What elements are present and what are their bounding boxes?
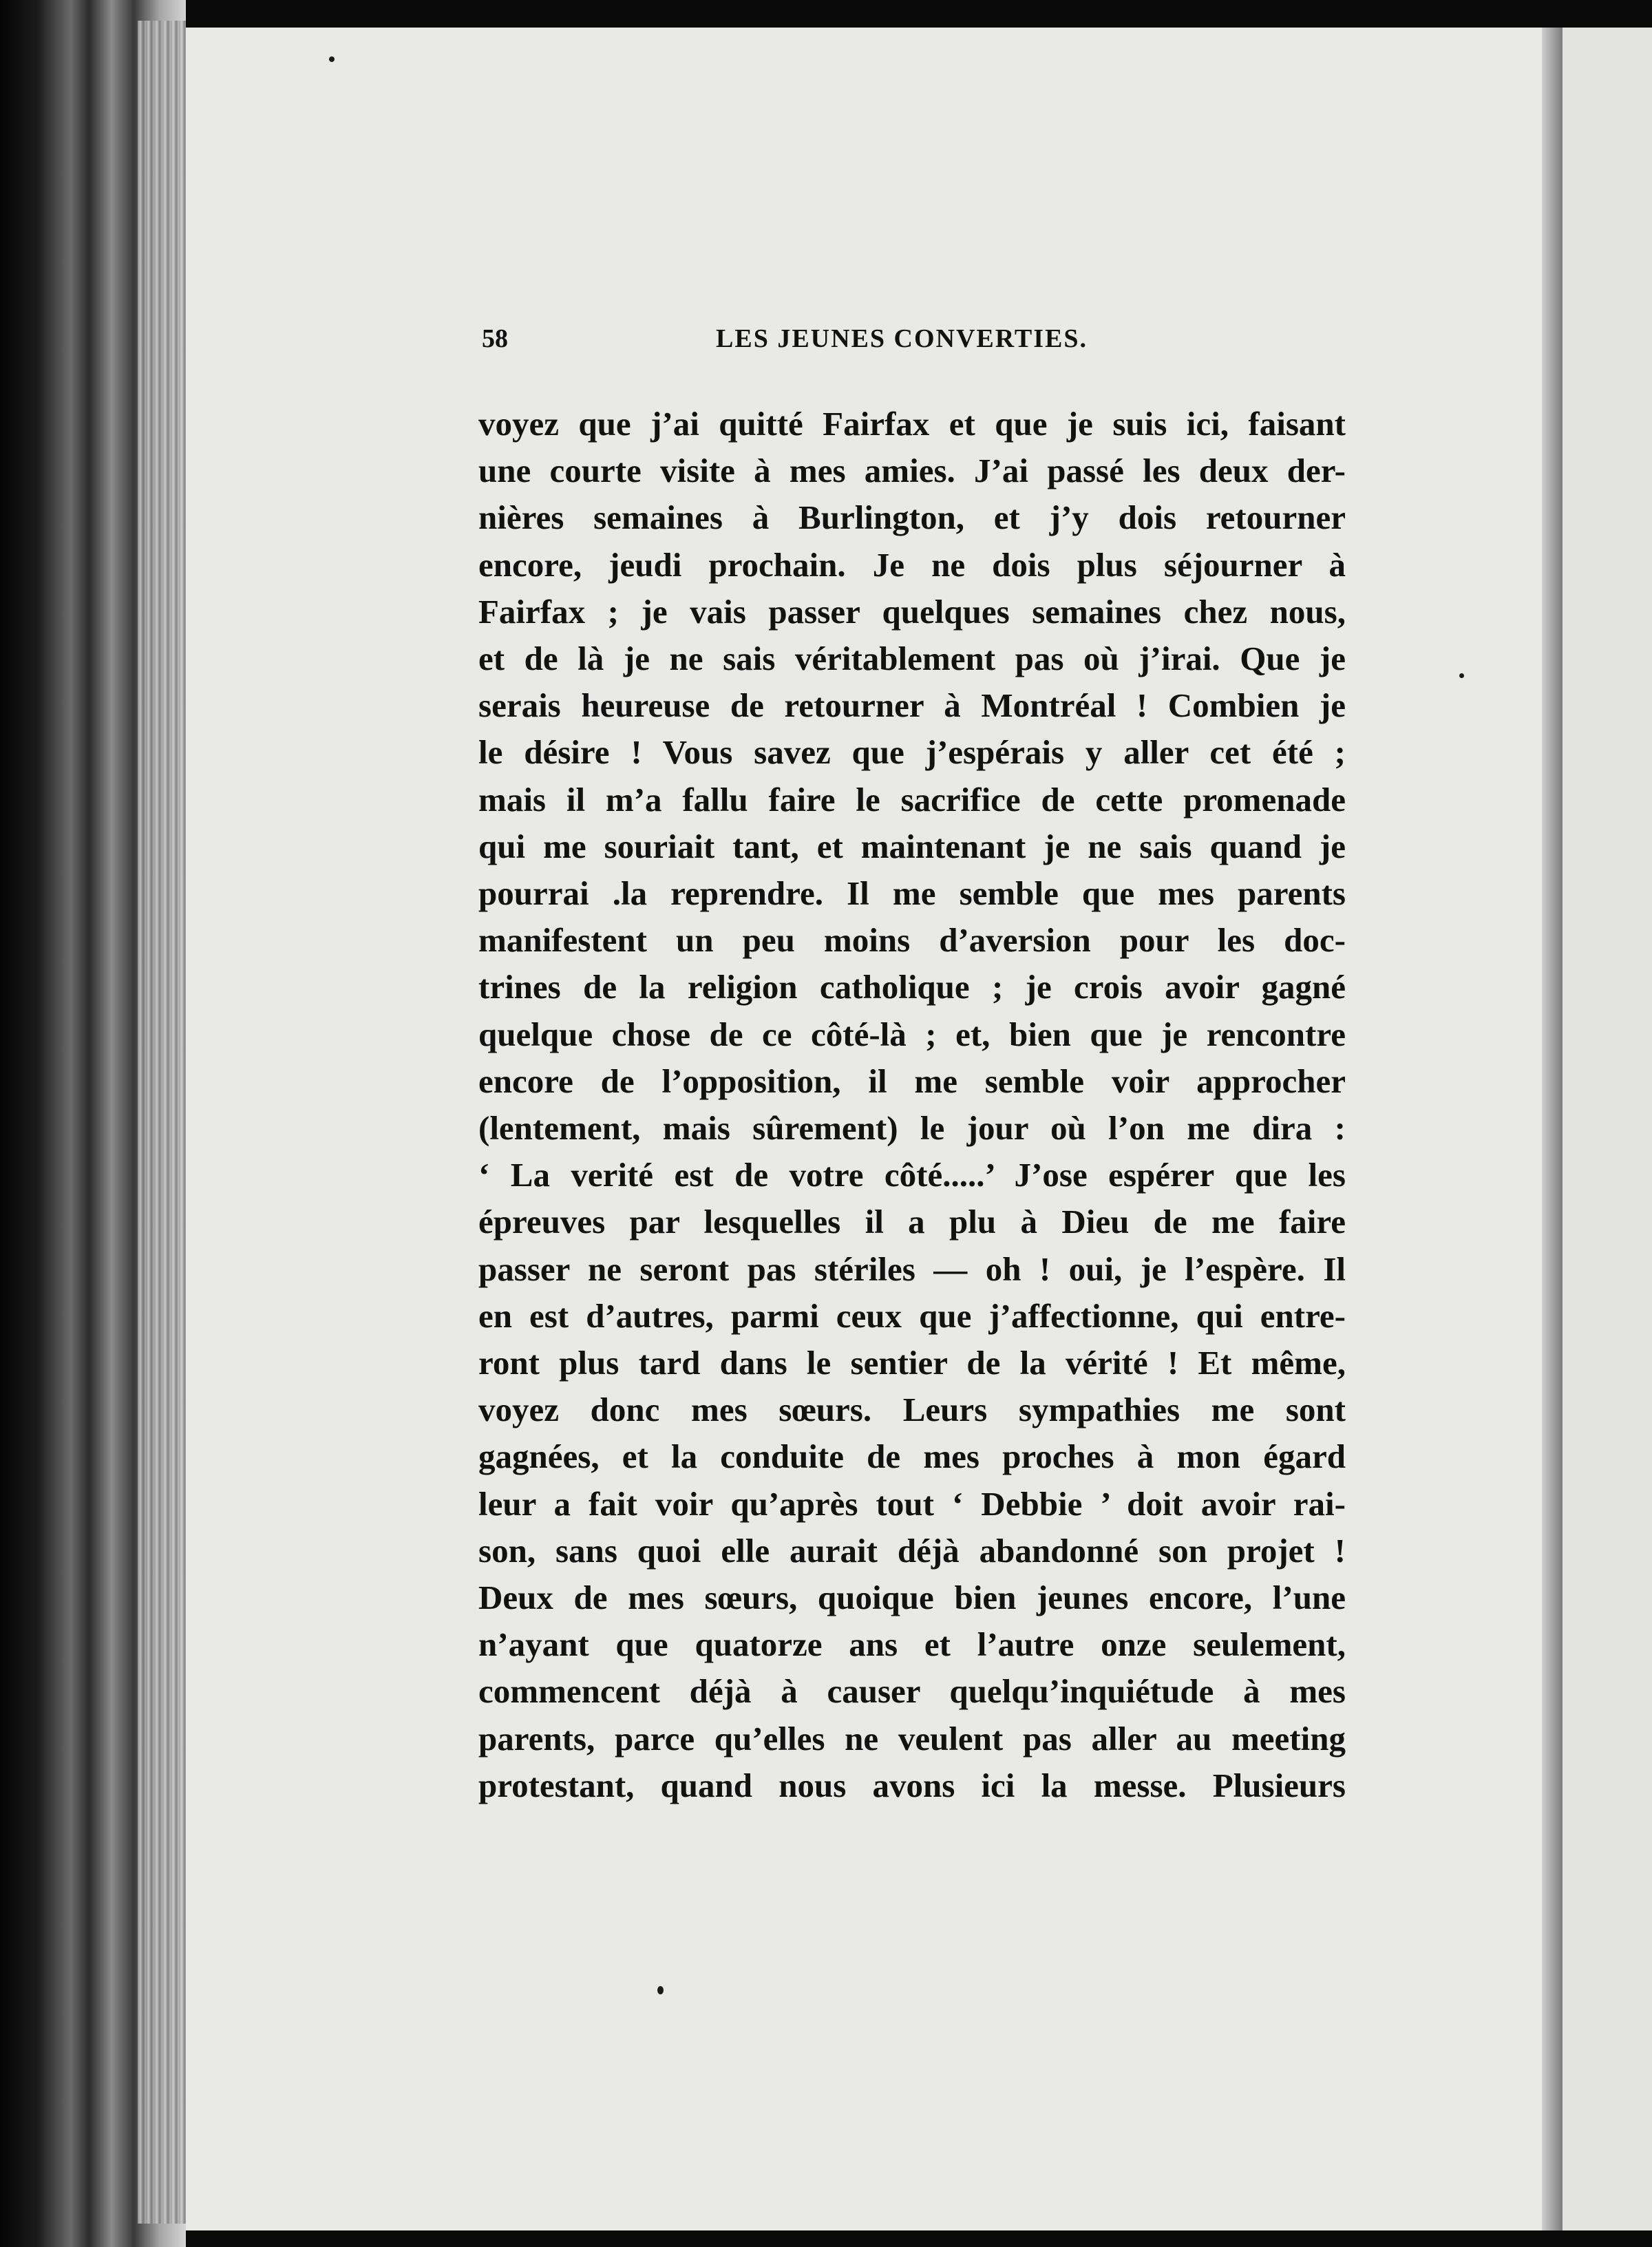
- text-line: leur a fait voir qu’après tout ‘ Debbie ’ doit avoir rai-: [478, 1484, 1346, 1523]
- body-text: [478, 401, 1346, 1809]
- page-header: [482, 324, 1143, 372]
- text-line: passer ne seront pas stériles — oh ! oui, je l’espère. Il: [478, 1249, 1346, 1288]
- text-line: voyez donc mes sœurs. Leurs sympathies me sont: [478, 1391, 1346, 1429]
- page-number: 58: [482, 324, 508, 353]
- text-line: pourrai .la reprendre. Il me semble que mes parents: [478, 874, 1346, 913]
- ink-speck: [329, 56, 335, 62]
- text-line: gagnées, et la conduite de mes proches à mon égard: [478, 1437, 1346, 1476]
- text-line: et de là je ne sais véritablement pas où j’irai. Que je: [478, 640, 1346, 678]
- text-line: son, sans quoi elle aurait déjà abandonné son projet !: [478, 1531, 1346, 1570]
- text-line: commencent déjà à causer quelqu’inquiétude à mes: [478, 1672, 1346, 1711]
- text-line: qui me souriait tant, et maintenant je ne sais quand je: [478, 827, 1346, 865]
- text-line: mais il m’a fallu faire le sacrifice de cette promenade: [478, 780, 1346, 819]
- text-line: parents, parce qu’elles ne veulent pas aller au meeting: [478, 1719, 1346, 1758]
- text-line: nières semaines à Burlington, et j’y dois retourner: [478, 498, 1346, 537]
- text-line: une courte visite à mes amies. J’ai passé les deux der-: [478, 452, 1346, 490]
- text-line: n’ayant que quatorze ans et l’autre onze seulement,: [478, 1625, 1346, 1664]
- ink-speck: [1459, 673, 1464, 678]
- text-line: manifestent un peu moins d’aversion pour les doc-: [478, 921, 1346, 960]
- text-line: voyez que j’ai quitté Fairfax et que je suis ici, faisant: [478, 405, 1346, 443]
- text-line: protestant, quand nous avons ici la messe. Plusieurs: [478, 1766, 1346, 1804]
- text-line: ront plus tard dans le sentier de la vérité ! Et même,: [478, 1344, 1346, 1382]
- text-line: Fairfax ; je vais passer quelques semaines chez nous,: [478, 592, 1346, 631]
- page-edges: [138, 21, 186, 2224]
- text-line: (lentement, mais sûrement) le jour où l’on me dira :: [478, 1109, 1346, 1148]
- text-line: en est d’autres, parmi ceux que j’affectionne, qui entre-: [478, 1296, 1346, 1335]
- text-line: trines de la religion catholique ; je crois avoir gagné: [478, 968, 1346, 1006]
- facing-page-edge: [1563, 28, 1652, 2230]
- text-line: encore de l’opposition, il me semble voir approcher: [478, 1062, 1346, 1100]
- running-head: LES JEUNES CONVERTIES.: [716, 324, 1088, 353]
- gutter-shadow: [1542, 28, 1563, 2230]
- text-line: quelque chose de ce côté-là ; et, bien que je rencontre: [478, 1015, 1346, 1053]
- text-line: Deux de mes sœurs, quoique bien jeunes encore, l’une: [478, 1579, 1346, 1617]
- ink-speck: [657, 1986, 664, 1994]
- text-line: encore, jeudi prochain. Je ne dois plus séjourner à: [478, 545, 1346, 584]
- text-line: serais heureuse de retourner à Montréal ! Combien je: [478, 686, 1346, 725]
- text-line: épreuves par lesquelles il a plu à Dieu de me faire: [478, 1203, 1346, 1241]
- text-line: ‘ La verité est de votre côté.....’ J’ose espérer que les: [478, 1156, 1346, 1194]
- text-line: le désire ! Vous savez que j’espérais y aller cet été ;: [478, 733, 1346, 772]
